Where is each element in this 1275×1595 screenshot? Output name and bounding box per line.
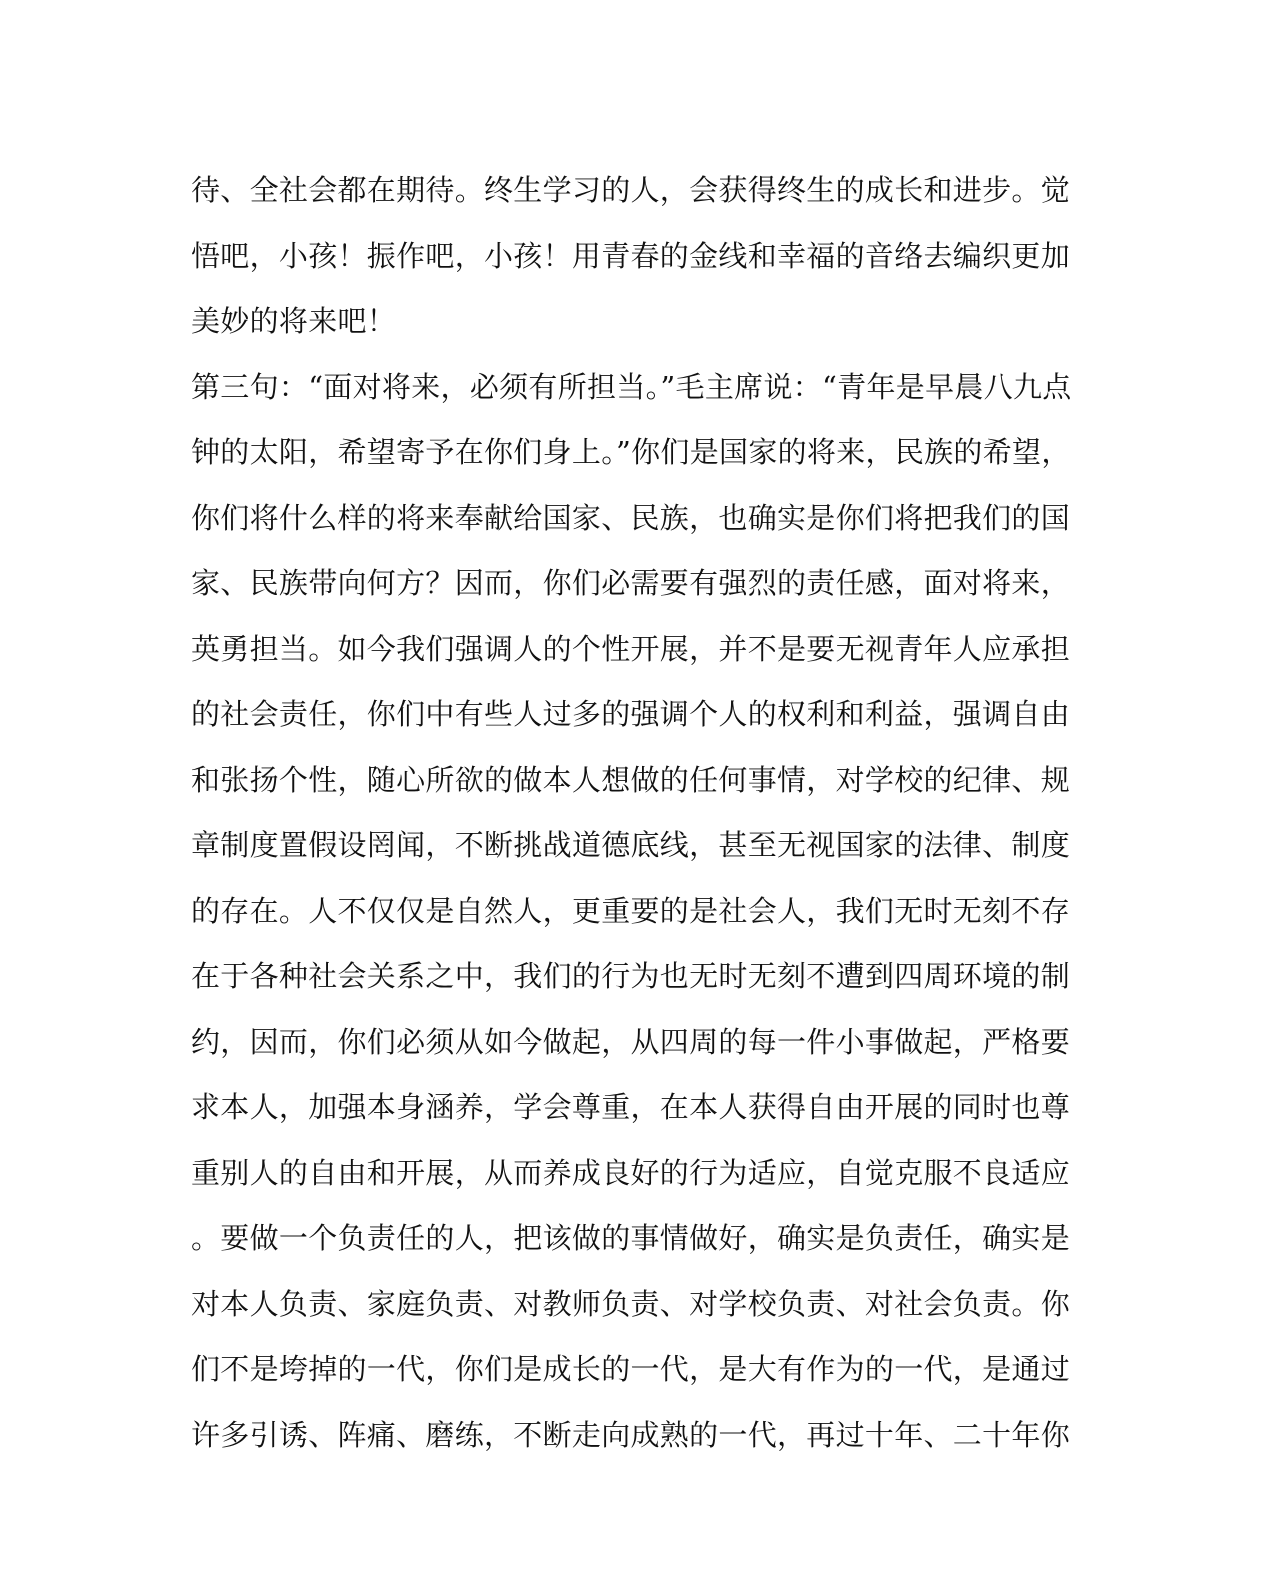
text-line: 的社会责任，你们中有些人过多的强调个人的权利和利益，强调自由 xyxy=(191,697,1071,731)
text-line: 的存在。人不仅仅是自然人，更重要的是社会人，我们无时无刻不存 xyxy=(191,893,1071,928)
text-line: 在于各种社会关系之中，我们的行为也无时无刻不遭到四周环境的制 xyxy=(191,959,1071,993)
text-line: 美妙的将来吧！ xyxy=(191,304,397,338)
text-line: 约，因而，你们必须从如今做起，从四周的每一件小事做起，严格要 xyxy=(191,1024,1071,1059)
text-line: 章制度置假设罔闻，不断挑战道德底线，甚至无视国家的法律、制度 xyxy=(191,828,1071,862)
text-line: 待、全社会都在期待。终生学习的人，会获得终生的成长和进步。觉 xyxy=(191,173,1071,207)
text-line: 对本人负责、家庭负责、对教师负责、对学校负责、对社会负责。你 xyxy=(191,1286,1071,1321)
text-line: 求本人，加强本身涵养，学会尊重，在本人获得自由开展的同时也尊 xyxy=(191,1090,1071,1124)
text-line: 钟的太阳，希望寄予在你们身上。”你们是国家的将来，民族的希望， xyxy=(191,435,1071,469)
text-line: 。要做一个负责任的人，把该做的事情做好，确实是负责任，确实是 xyxy=(191,1221,1071,1255)
text-line: 许多引诱、阵痛、磨练，不断走向成熟的一代，再过十年、二十年你 xyxy=(191,1417,1071,1452)
text-line: 们不是垮掉的一代，你们是成长的一代，是大有作为的一代，是通过 xyxy=(191,1352,1071,1386)
text-line: 家、民族带向何方？因而，你们必需要有强烈的责任感，面对将来， xyxy=(191,566,1071,600)
body-text xyxy=(191,158,1091,1468)
text-line: 第三句：“面对将来，必须有所担当。”毛主席说：“青年是早晨八九点 xyxy=(191,369,1072,404)
text-line: 重别人的自由和开展，从而养成良好的行为适应，自觉克服不良适应 xyxy=(191,1155,1071,1190)
text-line: 悟吧，小孩！振作吧，小孩！用青春的金线和幸福的音络去编织更加 xyxy=(191,238,1071,273)
text-line: 和张扬个性，随心所欲的做本人想做的任何事情，对学校的纪律、规 xyxy=(191,762,1071,797)
text-line: 你们将什么样的将来奉献给国家、民族，也确实是你们将把我们的国 xyxy=(191,500,1071,535)
text-line: 英勇担当。如今我们强调人的个性开展，并不是要无视青年人应承担 xyxy=(191,631,1071,666)
